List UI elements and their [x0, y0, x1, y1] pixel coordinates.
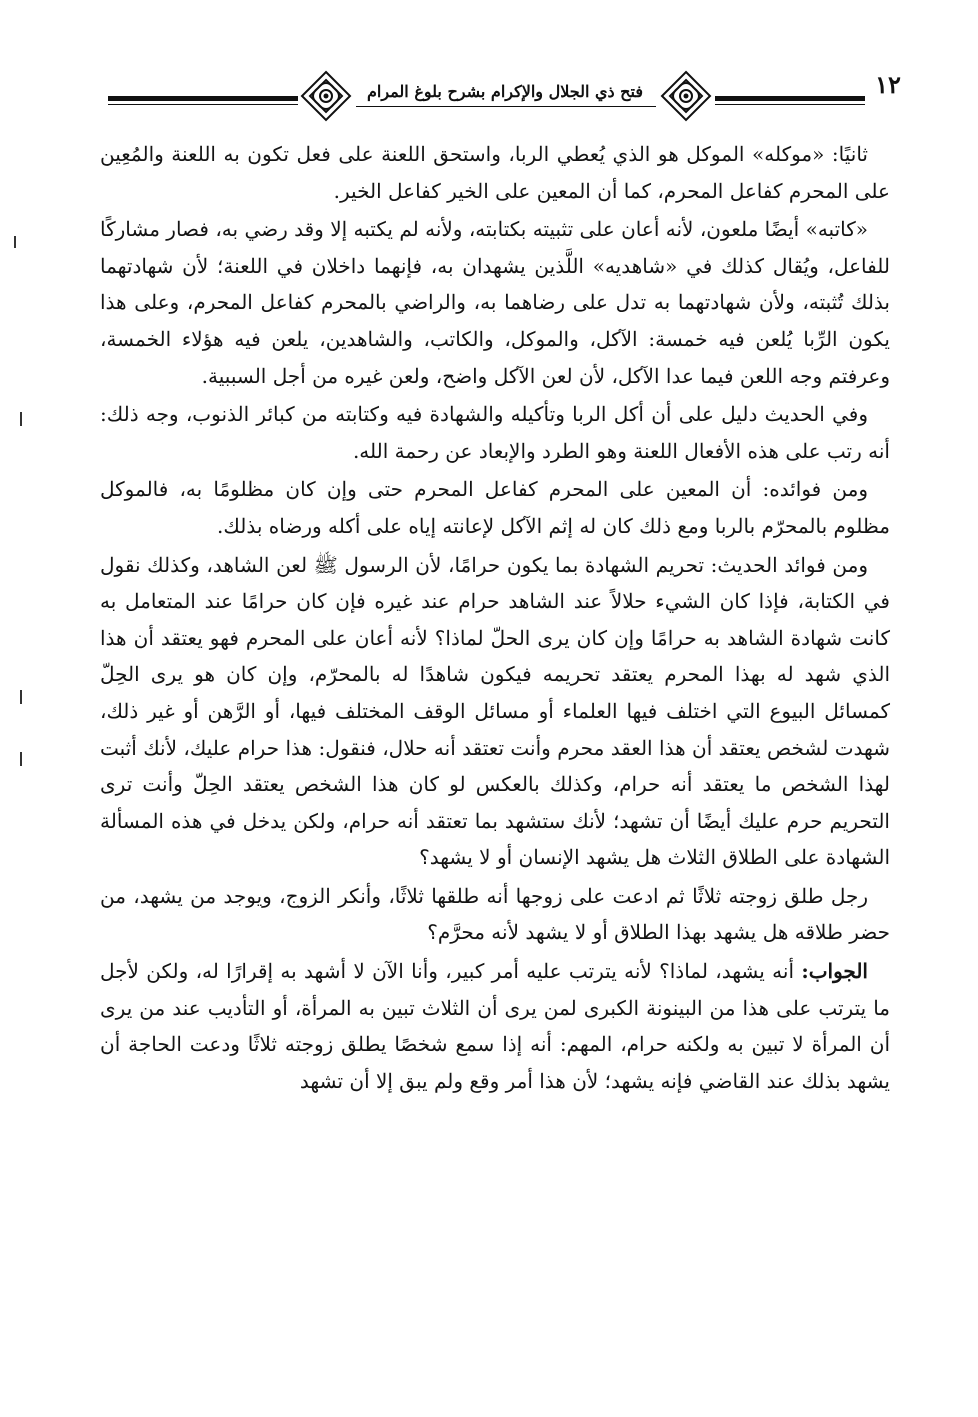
page-number: ١٢: [875, 70, 901, 99]
header-rule-under-title: [356, 106, 656, 107]
paragraph-1: ثانيًا: «موكله» الموكل هو الذي يُعطي الربا، واستحق اللعنة على فعل تكون به اللعنة والمُعِين على المحرم كفاعل المحرم، كما أن المعين على الخير كفاعل الخير.: [100, 142, 890, 203]
margin-mark: [14, 236, 16, 248]
paragraph-6: رجل طلق زوجته ثلاثًا ثم ادعت على زوجها أنه طلقها ثلاثًا، وأنكر الزوج، ويوجد من يشهد، من حضر طلاقه هل يشهد بهذا الطلاق أو لا يشهد لأنه محرَّم؟: [100, 883, 890, 945]
ornament-left-icon: [298, 68, 354, 124]
ornament-right-icon: [658, 68, 714, 124]
header-rule-right-thin: [715, 104, 865, 105]
paragraph-5: ومن فوائد الحديث: تحريم الشهادة بما يكون حرامًا، لأن الرسول ﷺ لعن الشاهد، وكذلك نقول في الكتابة، فإذا كان الشيء حلالاً عند الشاهد حرام عند غيره فإن كان حرامًا عند المتعامل به كانت شهادة الشاهد به حرامًا وإن كان يرى الحلّ لماذا؟ لأنه أعان على المحرم فهو يعتقد أن هذا الذي شهد له بهذا المحرم يعتقد تحريمه فيكون شاهدًا له بالمحرّم، وإن كان هو يرى الحِلّ كمسائل البيوع التي اختلف فيها العلماء أو مسائل الوقف المختلف فيها، أو الرَّهن أو غير ذلك، شهدت لشخص يعتقد أن هذا العقد محرم وأنت تعتقد أنه حلال، فنقول: هذا حرام عليك، لأنك أثبت لهذا الشخص ما يعتقد أنه حرام، وكذلك بالعكس لو كان هذا الشخص يعتقد الحِلّ وأنت ترى التحريم حرم عليك أيضًا أن تشهد؛ لأنك ستشهد بما تعتقد أنه حرام، ولكن يدخل في هذه المسألة الشهادة على الطلاق الثلاث هل يشهد الإنسان أو لا يشهد؟: [100, 552, 890, 870]
paragraph-3: وفي الحديث دليل على أن أكل الربا وتأكيله والشهادة فيه وكتابته من كبائر الذنوب، وجه ذلك: أنه رتب على هذه الأفعال اللعنة وهو الطرد والإبعاد عن رحمة الله.: [100, 402, 890, 463]
answer-label: الجواب:: [801, 959, 868, 984]
page-header: [100, 60, 901, 130]
running-header-title: فتح ذي الجلال والإكرام بشرح بلوغ المرام: [367, 82, 643, 101]
page-body: [100, 136, 890, 1101]
paragraph-4: ومن فوائده: أن المعين على المحرم كفاعل المحرم حتى وإن كان مظلومًا به، فالموكل مظلوم بالمحرّم بالربا ومع ذلك كان له إثم الآكل لإعانته إياه على أكله ورضاه بذلك.: [100, 477, 890, 538]
margin-mark: [20, 412, 22, 426]
header-rule-left: [108, 96, 298, 101]
margin-mark: [20, 690, 22, 704]
paragraph-7: [100, 953, 890, 1099]
answer-text: أنه يشهد، لماذا؟ لأنه يترتب عليه أمر كبير، وأنا الآن لا أشهد به إقرارًا له، ولكن لأجل ما يترتب على هذا من البينونة الكبرى لمن يرى أن الثلاث تبين به المرأة، أو التأديب عند من يرى أن المرأة لا تبين به ولكنه حرام، المهم: أنه إذا سمع شخصًا يطلق زوجته ثلاثًا ودعت الحاجة أن يشهد بذلك عند القاضي فإنه يشهد؛ لأن هذا أمر وقع ولم يبق إلا أن تشهد: [100, 959, 891, 1093]
header-rule-right: [715, 96, 865, 101]
header-rule-left-thin: [108, 104, 298, 105]
paragraph-2: «كاتبه» أيضًا ملعون، لأنه أعان على تثبيته بكتابته، ولأنه لم يكتبه إلا وقد رضي به، فصار مشاركًا للفاعل، ويُقال كذلك في «شاهديه» اللَّذين يشهدان به، فإنهما داخلان في اللعنة؛ لأن شهادتهما بذلك تُثبته، ولأن شهادتهما به تدل على رضاهما به، والراضي بالمحرم كفاعل المحرم، وعلى هذا يكون الرِّبا يُلعن فيه خمسة: الآكل، والموكل، والكاتب، والشاهدين، يلعن فيه هؤلاء الخمسة، وعرفتم وجه اللعن فيما عدا الآكل، لأن لعن الآكل واضح، ولعن غيره من أجل السببية.: [100, 217, 890, 388]
margin-mark: [20, 752, 22, 766]
